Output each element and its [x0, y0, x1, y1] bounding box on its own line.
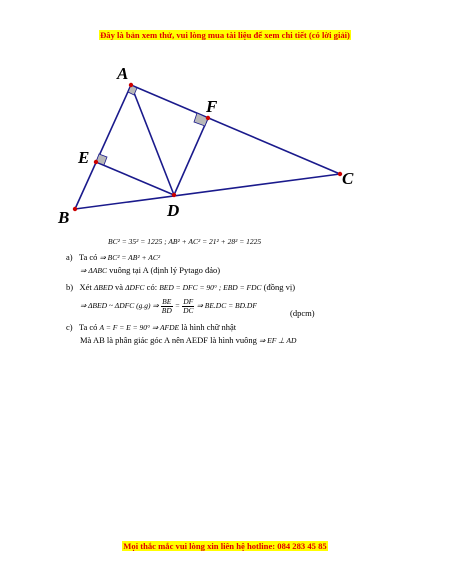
point-f-dot	[206, 116, 210, 120]
frac2-den: DC	[183, 305, 194, 315]
part-c-marker: c)	[66, 322, 73, 332]
part-c-text2: là hình chữ nhật	[181, 322, 237, 332]
point-a-dot	[129, 83, 133, 87]
part-b-line1	[66, 282, 295, 293]
intro-line	[108, 236, 261, 247]
fraction-df-dc	[182, 298, 194, 315]
segment-bc	[75, 174, 340, 209]
point-e-dot	[94, 160, 98, 164]
part-b-and: và	[114, 282, 124, 292]
label-b: B	[58, 208, 70, 227]
part-c-line1	[66, 322, 236, 333]
part-c-text1: Ta có	[78, 322, 98, 332]
part-c-line2	[80, 335, 296, 346]
frac2-num: DF	[183, 296, 194, 306]
part-c-math2: ⇒ EF ⊥ AD	[258, 336, 297, 345]
part-a-text2: vuông tại A (định lý Pytago đảo)	[109, 265, 221, 275]
segment-ab	[75, 85, 131, 209]
label-c: C	[342, 169, 354, 188]
fraction-be-bd	[161, 298, 173, 315]
part-a-math2: ΔABC	[88, 266, 107, 275]
hotline-banner	[0, 536, 450, 554]
frac1-num: BE	[162, 296, 172, 306]
part-b-math2: ΔDFC	[125, 283, 145, 292]
part-c-text3: Mà AB là phân giác góc A nên AEDF là hình vuông	[80, 335, 257, 345]
part-c-math1: A = F = E = 90° ⇒ AFDE	[99, 323, 180, 332]
part-a-text1: Ta có	[78, 252, 98, 262]
part-b-math1: ΔBED	[93, 283, 113, 292]
preview-banner-text: Đây là bản xem thử, vui lòng mua tài liệu để xem chi tiết (có lời giải)	[100, 30, 350, 40]
geometry-figure	[0, 0, 450, 240]
hotline-banner-text: Mọi thắc mắc vui lòng xin liên hệ hotline: 084 283 45 85	[123, 541, 327, 551]
part-b-line2-suffix: ⇒ BE.DC = BD.DF	[196, 301, 257, 310]
intro-math: BC² = 35² = 1225 ; AB² + AC² = 21² + 28² = 1225	[108, 237, 262, 246]
point-d-dot	[172, 193, 176, 197]
part-b-dongvi: (đồng vị)	[263, 282, 296, 292]
part-b-co: có:	[146, 282, 158, 292]
part-b-line2-prefix: ⇒ ΔBED ~ ΔDFC (g.g) ⇒	[80, 301, 159, 310]
part-a-marker: a)	[66, 252, 73, 262]
part-b-text1: Xét	[79, 282, 92, 292]
part-b-line2	[80, 296, 257, 315]
point-b-dot	[73, 207, 77, 211]
part-a-line1	[66, 252, 160, 263]
part-b-math3: BED = DFC = 90° ; EBD = FDC	[159, 283, 262, 292]
part-a-arrow: ⇒	[80, 266, 87, 275]
segment-ac	[131, 85, 340, 174]
part-b-dpcm	[290, 308, 315, 318]
part-a-line2	[80, 265, 220, 276]
part-a-math1: ⇒ BC² = AB² + AC²	[99, 253, 161, 262]
label-d: D	[167, 201, 180, 220]
label-f: F	[206, 97, 218, 116]
segment-df	[174, 118, 208, 195]
segment-ad	[131, 85, 174, 195]
frac-eq: =	[174, 301, 180, 310]
frac1-den: BD	[161, 305, 172, 315]
label-e: E	[78, 148, 90, 167]
dpcm-text: (dpcm)	[290, 308, 315, 318]
label-a: A	[117, 64, 129, 83]
part-b-marker: b)	[66, 282, 74, 292]
